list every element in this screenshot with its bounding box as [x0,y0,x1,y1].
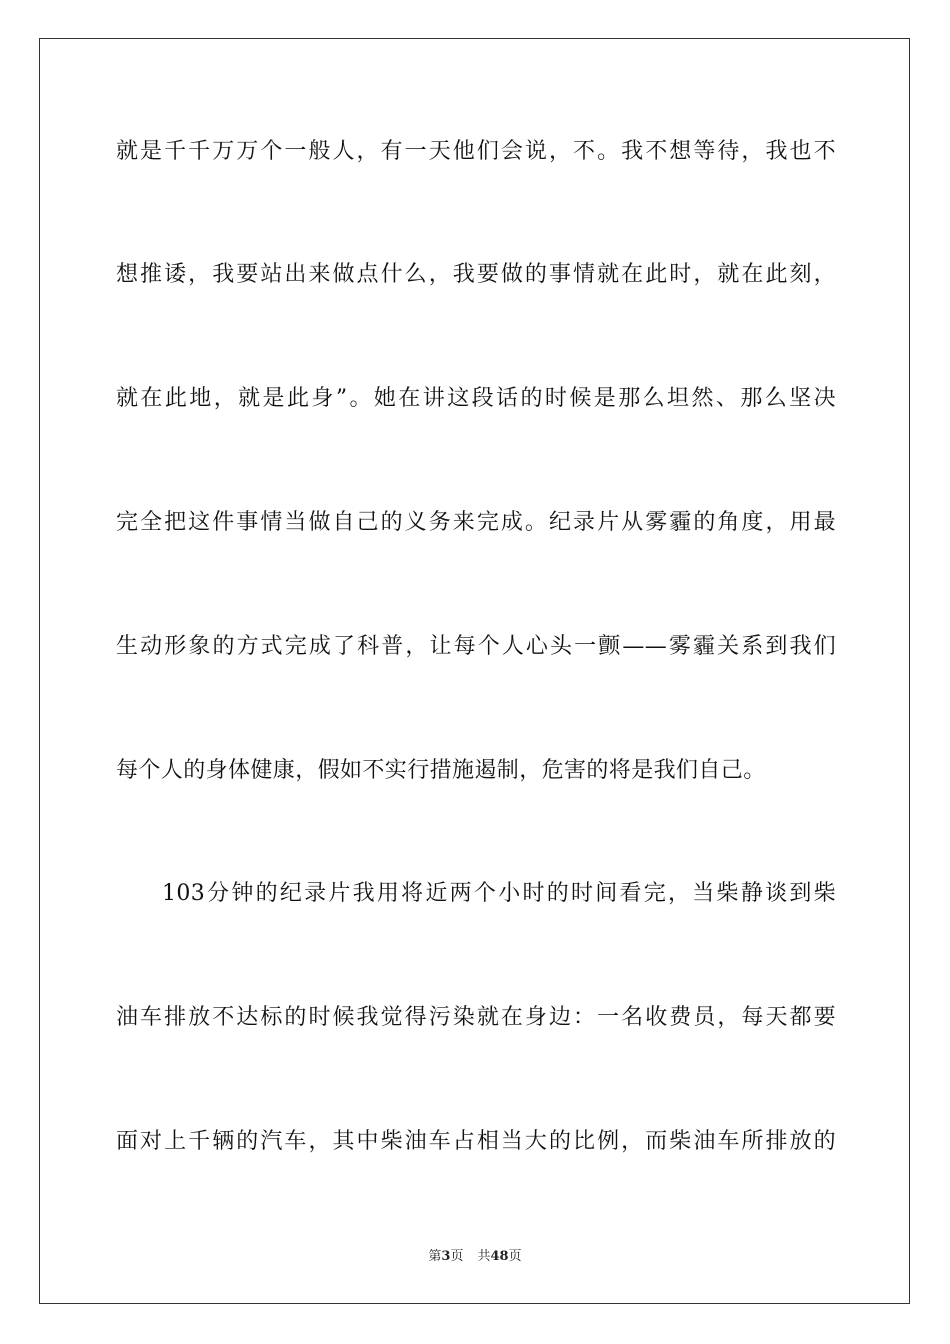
page-number: 3 [441,1249,451,1264]
body-line-6: 每个人的身体健康，假如不实行措施遏制，危害的将是我们自己。 [116,758,766,783]
body-line-4: 完全把这件事情当做自己的义务来完成。纪录片从雾霾的角度，用最 [116,510,836,535]
body-line-8: 油车排放不达标的时候我觉得污染就在身边：一名收费员，每天都要 [116,1005,836,1030]
body-line-5: 生动形象的方式完成了科普，让每个人心头一颤——雾霾关系到我们 [116,634,836,659]
total-prefix: 共 [477,1249,491,1264]
body-line-2: 想推诿，我要站出来做点什么，我要做的事情就在此时，就在此刻， [116,262,836,287]
total-suffix: 页 [508,1249,522,1264]
page-border [39,38,910,1304]
page-prefix: 第 [428,1249,442,1264]
total-pages: 48 [490,1249,509,1264]
body-line-1: 就是千千万万个一般人，有一天他们会说，不。我不想等待，我也不 [116,139,836,164]
page-suffix: 页 [450,1249,464,1264]
body-line-3: 就在此地，就是此身”。她在讲这段话的时候是那么坦然、那么坚决 [116,386,836,411]
body-line-7: 103分钟的纪录片我用将近两个小时的时间看完，当柴静谈到柴 [162,881,836,906]
page-footer [0,1248,950,1266]
body-line-9: 面对上千辆的汽车，其中柴油车占相当大的比例，而柴油车所排放的 [116,1129,836,1154]
